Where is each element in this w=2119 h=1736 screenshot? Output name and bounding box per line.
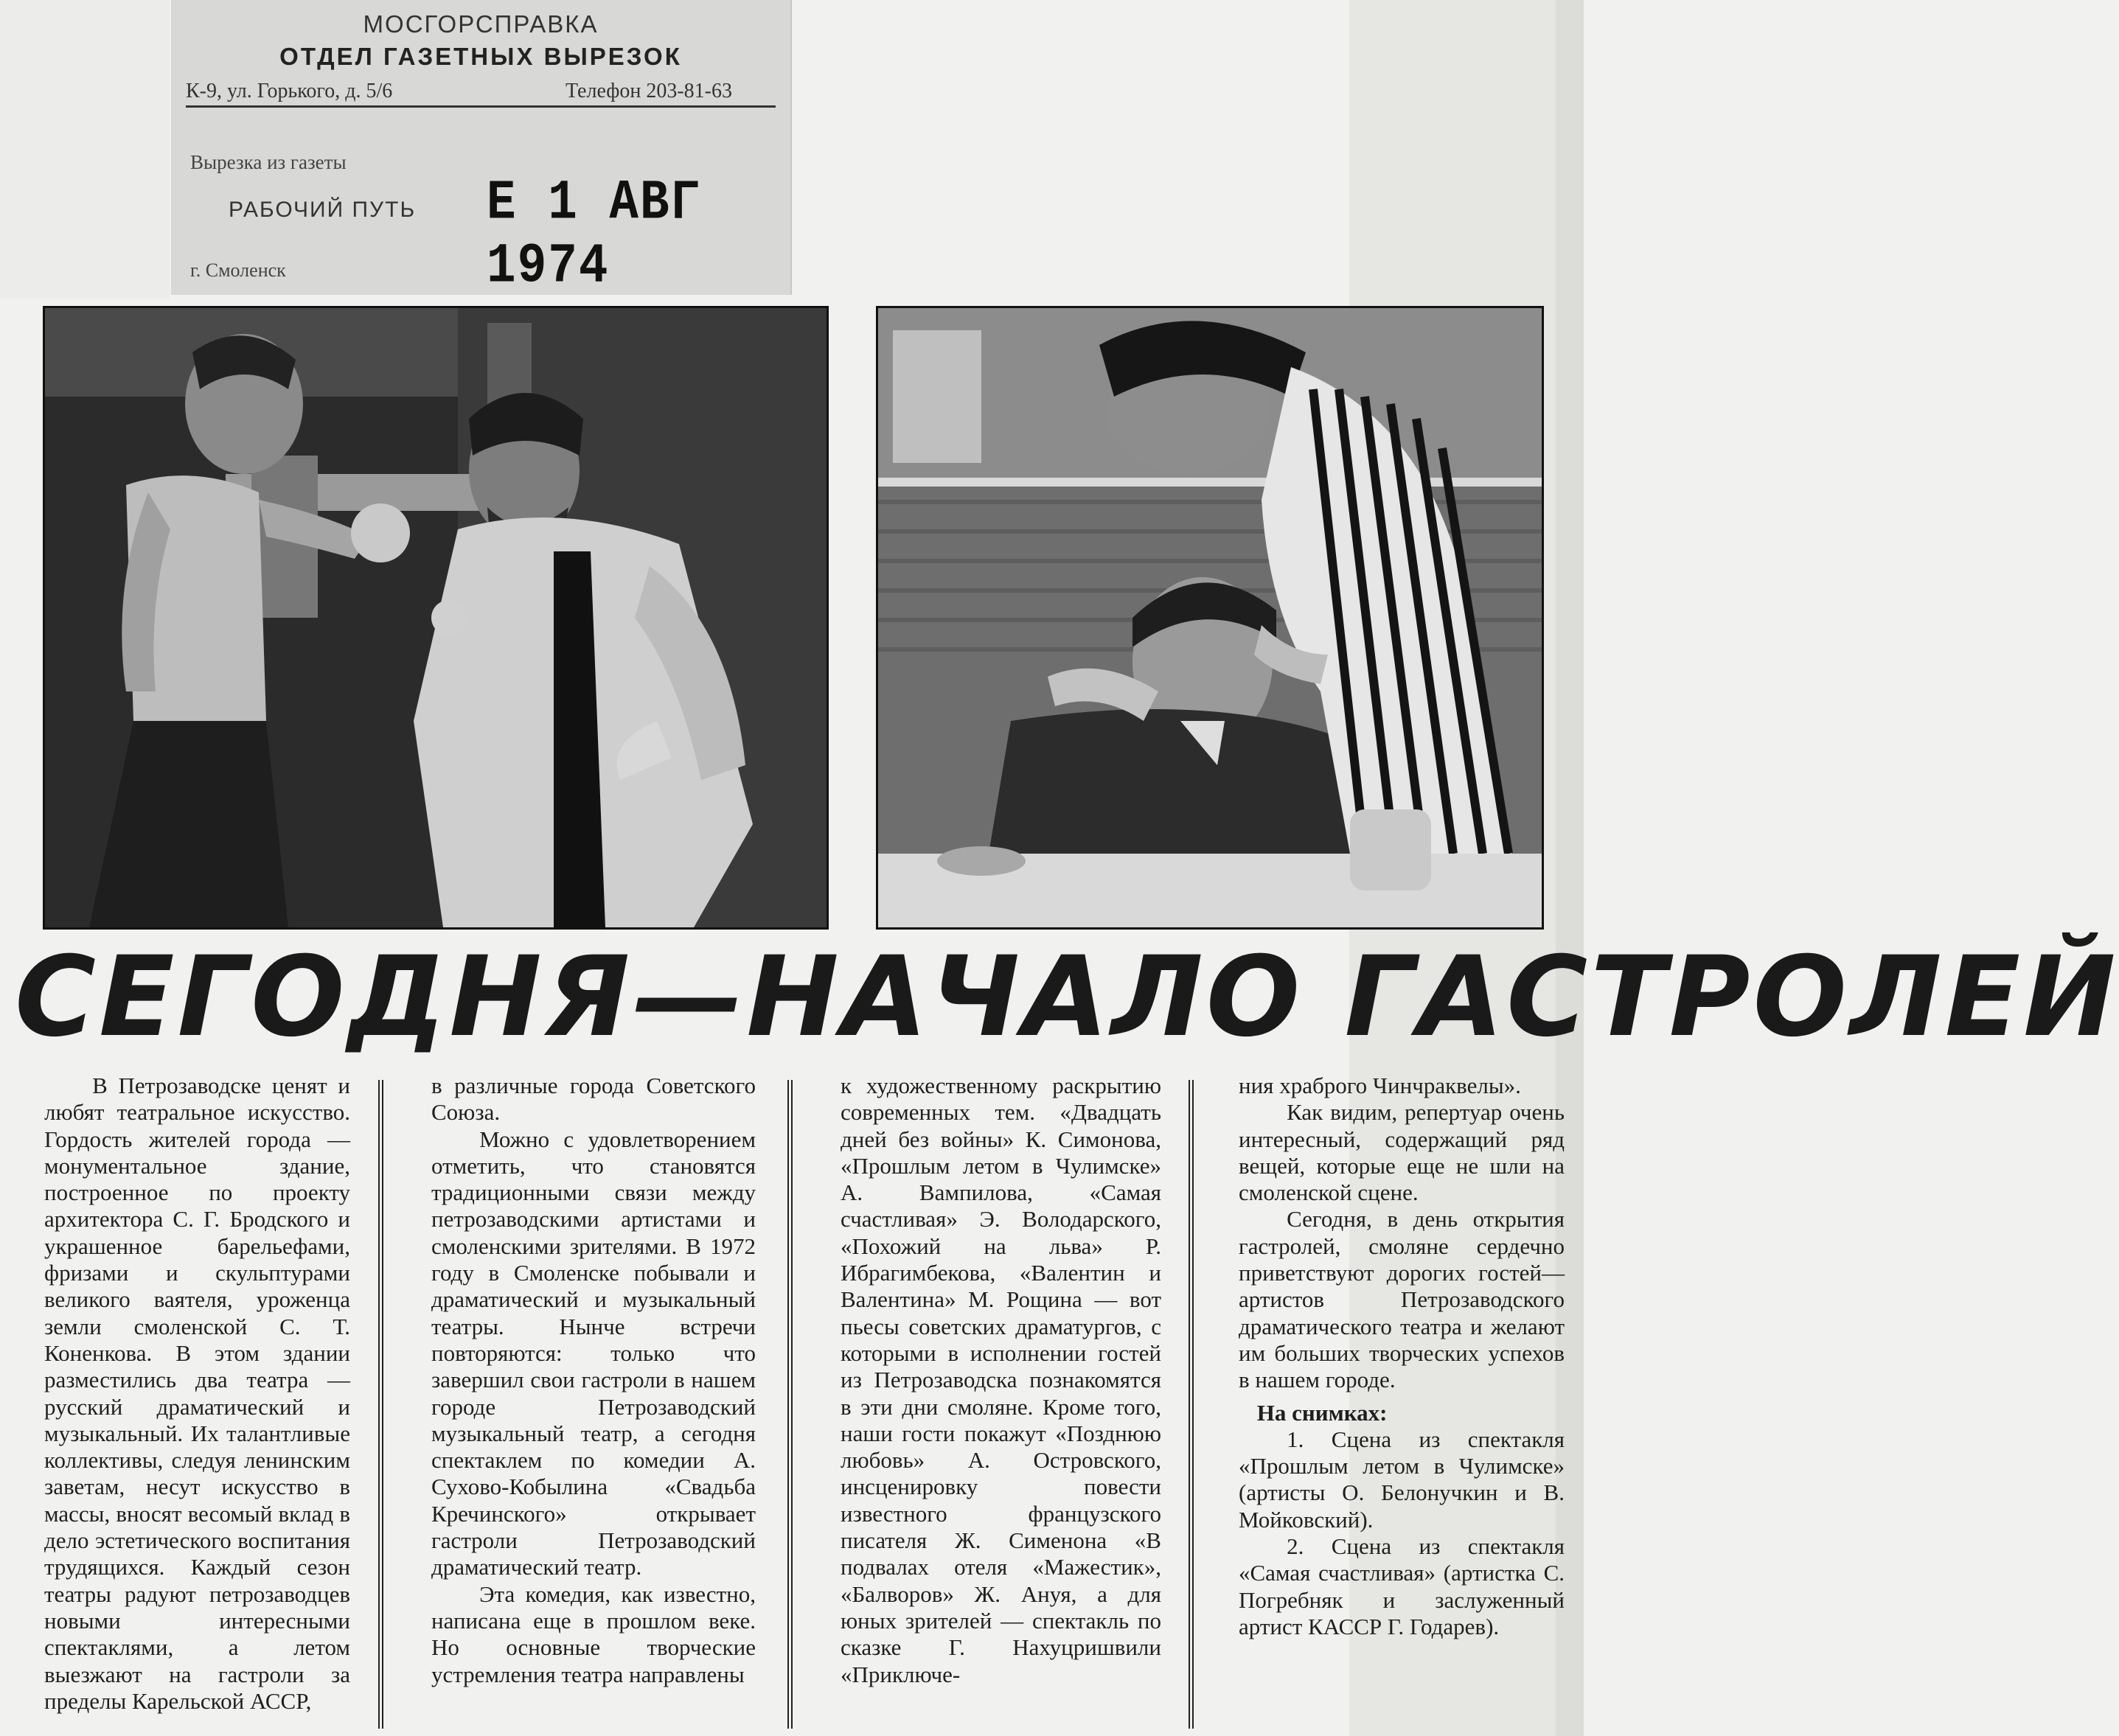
newspaper-name: РАБОЧИЙ ПУТЬ [229, 198, 417, 222]
paragraph: Можно с удовлетворением отметить, что становятся традиционными связи между петрозаводскими артистами и смоленскими зрителями. В 1972 году в Смоленске побывали и драматический и музыкальный театры. Нынче встречи повторяются: только что завершил свои гастроли в нашем городе Петрозаводский музыкальный театр, а сегодня спектаклем по комедии А. Сухово-Кобылина «Свадьба Кречинского» открывает гастроли Петрозаводский драматический театр. [431, 1126, 756, 1580]
page-margin-left [0, 0, 170, 299]
captions-heading: На снимках: [1256, 1399, 1388, 1426]
column-divider [787, 1080, 793, 1729]
column-divider [1189, 1080, 1194, 1729]
photo-1-image [45, 308, 827, 927]
article-headline: СЕГОДНЯ—НАЧАЛО ГАСТРОЛЕЙ [15, 933, 2119, 1062]
clipping-label: Вырезка из газеты [190, 151, 347, 173]
phone: Телефон 203-81-63 [566, 80, 732, 102]
city: г. Смоленск [190, 259, 286, 281]
organization-name: МОСГОРСПРАВКА [363, 10, 599, 38]
column-divider [378, 1080, 383, 1729]
paragraph: к художественному раскрытию современных тем. «Двадцать дней без войны» К. Симонова, «Прошлым летом в Чулимске» А. Вампилова, «Самая счастливая» Э. Володарского, «Похожий на льва» Р. Ибрагимбекова, «Валентин и Валентина» М. Рощина — вот пьесы советских драматургов, с которыми в исполнении гостей из Петрозаводска познакомятся в эти дни смоляне. Кроме того, наши гости покажут «Позднюю любовь» А. Островского, инсценировку повести известного французского писателя Ж. Сименона «В подвалах отеля «Мажестик», «Балворов» Ж. Ануя, а для юных зрителей — спектакль по сказке Г. Нахуцришвили «Приключе- [841, 1073, 1161, 1687]
department-name: ОТДЕЛ ГАЗЕТНЫХ ВЫРЕЗОК [279, 43, 682, 70]
header-rule [186, 105, 776, 108]
paragraph: Сегодня, в день открытия гастролей, смоляне сердечно приветствуют дорогих гостей—артистов Петрозаводского драматического театра и желают им больших творческих успехов в нашем городе. [1239, 1206, 1565, 1393]
photo-scene-2 [876, 306, 1544, 930]
clipping-header [171, 0, 792, 299]
article-column-1 [44, 1073, 350, 1721]
paragraph: в различные города Советского Союза. [431, 1073, 756, 1126]
photo-2-image [878, 308, 1542, 927]
photo-caption-1: 1. Сцена из спектакля «Прошлым летом в Чулимске» (артисты О. Белонучкин и В. Мойковский). [1239, 1426, 1565, 1533]
paragraph: Как видим, репертуар очень интересный, содержащий ряд вещей, которые еще не шли на смоленской сцене. [1239, 1099, 1565, 1206]
article-column-4 [1239, 1073, 1565, 1721]
date-stamp: Е 1 АВГ 1974 [487, 171, 702, 299]
article-column-2 [431, 1073, 756, 1721]
photo-scene-1 [43, 306, 829, 930]
paragraph: Эта комедия, как известно, написана еще в прошлом веке. Но основные творческие устремления театра направлены [431, 1580, 756, 1687]
paragraph: ния храброго Чинчраквелы». [1239, 1073, 1521, 1098]
paragraph: В Петрозаводске ценят и любят театральное искусство. Гордость жителей города — монументальное здание, построенное по проекту архитектора С. Г. Бродского и украшенное барельефами, фризами и скульптурами великого ваятеля, уроженца земли смоленской С. Т. Коненкова. В этом здании разместились два театра — русский драматический и музыкальный. Их талантливые коллективы, следуя ленинским заветам, несут искусство в массы, вносят весомый вклад в дело эстетического воспитания трудящихся. Каждый сезон театры радуют петрозаводцев новыми интересными спектаклями, а летом выезжают на гастроли за пределы Карельской АССР, [44, 1073, 350, 1714]
address: К-9, ул. Горького, д. 5/6 [186, 80, 393, 102]
photo-caption-2: 2. Сцена из спектакля «Самая счастливая» (артистка С. Погребняк и заслуженный артист КАССР Г. Годарев). [1239, 1533, 1565, 1639]
article-column-3 [841, 1073, 1161, 1721]
